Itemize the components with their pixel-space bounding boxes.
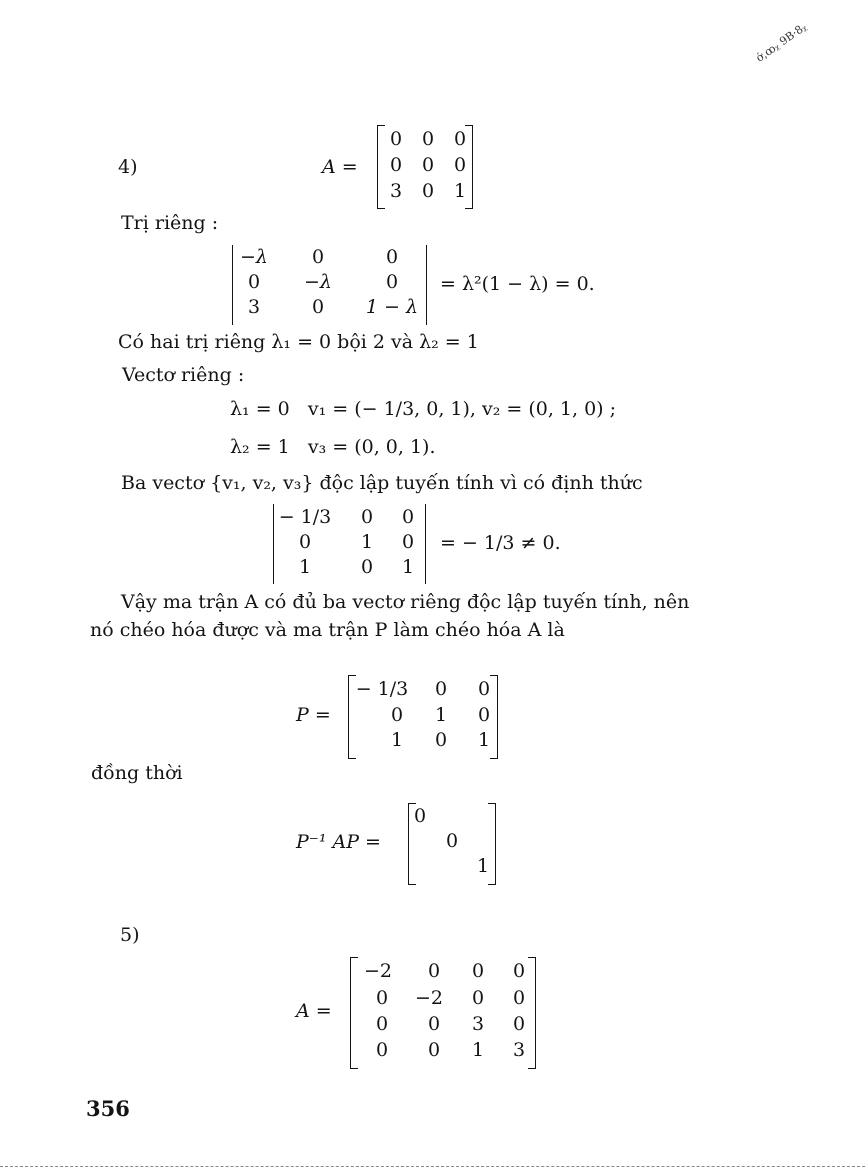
matrix-a-label: A = <box>322 156 358 178</box>
vecto-rieng-label: Vectơ riêng : <box>122 364 245 386</box>
determinant-result: = λ²(1 − λ) = 0. <box>440 273 595 295</box>
eigenvalue-sentence: Có hai trị riêng λ₁ = 0 bội 2 và λ₂ = 1 <box>118 331 479 353</box>
independence-sentence: Ba vectơ {v₁, v₂, v₃} độc lập tuyến tính vì có định thức <box>121 472 643 494</box>
page-number: 356 <box>86 1096 130 1121</box>
determinant-2-result: = − 1/3 ≠ 0. <box>440 532 561 554</box>
conclusion-line-2: nó chéo hóa được và ma trận P làm chéo hóa A là <box>90 619 565 641</box>
exercise-number-5: 5) <box>120 924 140 946</box>
corner-stamp: ớ,ꝏᵪ 9B·8ᵪ <box>753 20 810 65</box>
page-bottom-rule <box>0 1166 865 1167</box>
matrix-p-label: P = <box>296 704 331 726</box>
conclusion-line-1: Vậy ma trận A có đủ ba vectơ riêng độc lập tuyến tính, nên <box>121 591 690 613</box>
exercise-number-4: 4) <box>118 156 138 178</box>
dong-thoi-label: đồng thời <box>91 762 183 784</box>
tri-rieng-label: Trị riêng : <box>121 212 219 234</box>
matrix-a5-label: A = <box>296 1000 332 1022</box>
eigenvector-line-1: λ₁ = 0 v₁ = (− 1/3, 0, 1), v₂ = (0, 1, 0) ; <box>230 398 617 420</box>
diagonal-product-label: P⁻¹ AP = <box>296 831 381 853</box>
eigenvector-line-2: λ₂ = 1 v₃ = (0, 0, 1). <box>230 436 436 458</box>
